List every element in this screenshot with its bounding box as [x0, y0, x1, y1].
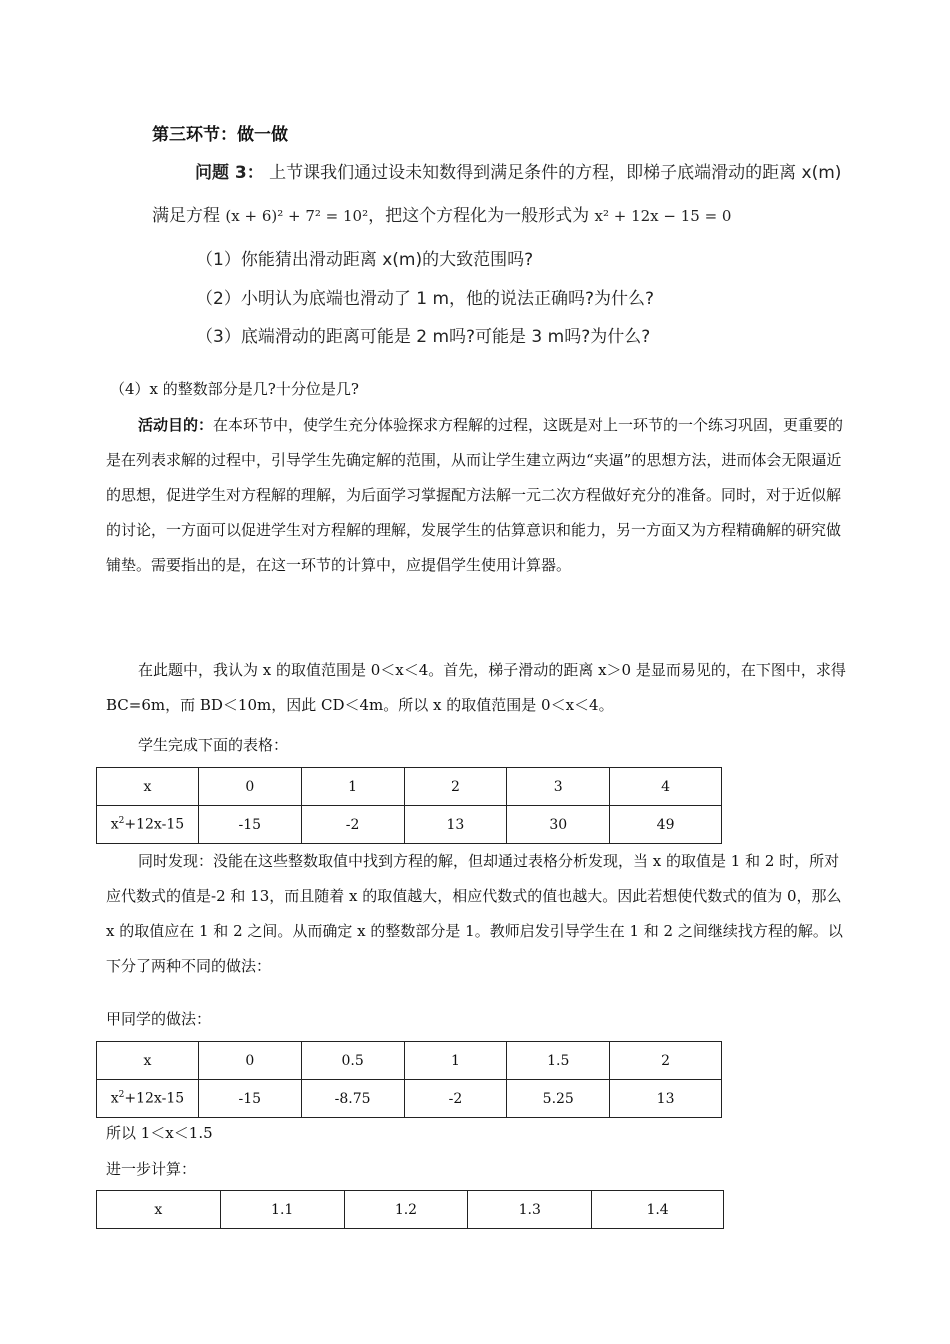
table-cell: 3 — [507, 768, 610, 806]
question-3: （3）底端滑动的距离可能是 2 m吗?可能是 3 m吗?为什么? — [196, 327, 651, 347]
range-text: 在此题中，我认为 x 的取值范围是 0＜x＜4。首先，梯子滑动的距离 x＞0 是显而易见的，在下图中，求得 BC=6m，而 BD＜10m，因此 CD＜4m。所以 x 的取值范围是 0＜x＜4。 — [106, 661, 846, 714]
table-cell: -8.75 — [301, 1080, 404, 1118]
table-cell: 1.4 — [592, 1191, 724, 1229]
table-cell: 1.5 — [507, 1042, 610, 1080]
discovery-paragraph — [106, 844, 848, 984]
table-cell: -15 — [198, 1080, 301, 1118]
question-2: （2）小明认为底端也滑动了 1 m，他的说法正确吗?为什么? — [196, 289, 655, 309]
table-cell: 30 — [507, 806, 610, 844]
table-cell: 2 — [610, 1042, 722, 1080]
table-header-expression: $x^2+12x-15$ — [97, 1080, 199, 1118]
table-cell: 5.25 — [507, 1080, 610, 1118]
table-header-x: x — [97, 1042, 199, 1080]
equation: (x + 6)² + 7² = 10² — [225, 207, 369, 225]
problem-label: 问题 3： — [195, 163, 264, 183]
problem-line2-mid: ，把这个方程化为一般形式为 — [368, 206, 590, 226]
further-label: 进一步计算： — [106, 1160, 197, 1178]
table-row — [97, 1080, 722, 1118]
table-cell: 2 — [404, 768, 507, 806]
table-cell: 1.1 — [220, 1191, 344, 1229]
table-header-x: x — [97, 1191, 221, 1229]
value-table-3 — [96, 1190, 724, 1229]
table-cell: 13 — [610, 1080, 722, 1118]
table-cell: 1.2 — [344, 1191, 468, 1229]
problem-line-1 — [195, 158, 841, 183]
table-cell: 0.5 — [301, 1042, 404, 1080]
table-row — [97, 1042, 722, 1080]
table-cell: -2 — [404, 1080, 507, 1118]
problem-line2-prefix: 满足方程 — [152, 206, 220, 226]
table-cell: -15 — [198, 806, 301, 844]
question-1: （1）你能猜出滑动距离 x(m)的大致范围吗? — [196, 250, 534, 270]
discovery-text: 同时发现：没能在这些整数取值中找到方程的解，但却通过表格分析发现，当 x 的取值是 1 和 2 时，所对应代数式的值是-2 和 13，而且随着 x 的取值越大，相应代数式的值也越大。因此若想使代数式的值为 0，那么 x 的取值应在 1 和 2 之间。从而确定 x 的整数部分是 1。教师启发引导学生在 1 和 2 之间继续找方程的解。以下分了两种不同的做法： — [106, 852, 843, 975]
value-table-2 — [96, 1041, 722, 1118]
activity-text: 在本环节中，使学生充分体验探求方程解的过程，这既是对上一环节的一个练习巩固，更重要的是在列表求解的过程中，引导学生先确定解的范围，从而让学生建立两边“夹逼”的思想方法，进而体会无限逼近的思想，促进学生对方程解的理解，为后面学习掌握配方法解一元二次方程做好充分的准备。同时，对于近似解的讨论，一方面可以促进学生对方程解的理解，发展学生的估算意识和能力，另一方面又为方程精确解的研究做铺垫。需要指出的是，在这一环节的计算中，应提倡学生使用计算器。 — [106, 416, 844, 574]
table-header-expression: $x^2+12x-15$ — [97, 806, 199, 844]
table-row — [97, 1191, 724, 1229]
method-a-label: 甲同学的做法： — [106, 1010, 212, 1028]
table-header-x: x — [97, 768, 199, 806]
conclusion: 所以 1＜x＜1.5 — [106, 1124, 213, 1142]
problem-text-line1: 上节课我们通过设未知数得到满足条件的方程，即梯子底端滑动的距离 x(m) — [269, 163, 842, 183]
table-cell: 4 — [610, 768, 722, 806]
activity-label: 活动目的： — [138, 416, 214, 434]
table-cell: 0 — [198, 768, 301, 806]
table-cell: 1.3 — [468, 1191, 592, 1229]
question-4: （4）x 的整数部分是几?十分位是几? — [110, 380, 359, 398]
problem-line-2 — [152, 201, 731, 226]
general-form: x² + 12x − 15 = 0 — [594, 207, 732, 225]
activity-paragraph — [106, 408, 848, 583]
table-intro: 学生完成下面的表格： — [138, 736, 289, 754]
table-row — [97, 806, 722, 844]
range-paragraph — [106, 653, 848, 723]
table-cell: 0 — [198, 1042, 301, 1080]
table-cell: 13 — [404, 806, 507, 844]
value-table-1 — [96, 767, 722, 844]
table-cell: 49 — [610, 806, 722, 844]
section-title: 第三环节：做一做 — [152, 125, 288, 145]
table-cell: 1 — [404, 1042, 507, 1080]
table-cell: -2 — [301, 806, 404, 844]
table-cell: 1 — [301, 768, 404, 806]
table-row — [97, 768, 722, 806]
